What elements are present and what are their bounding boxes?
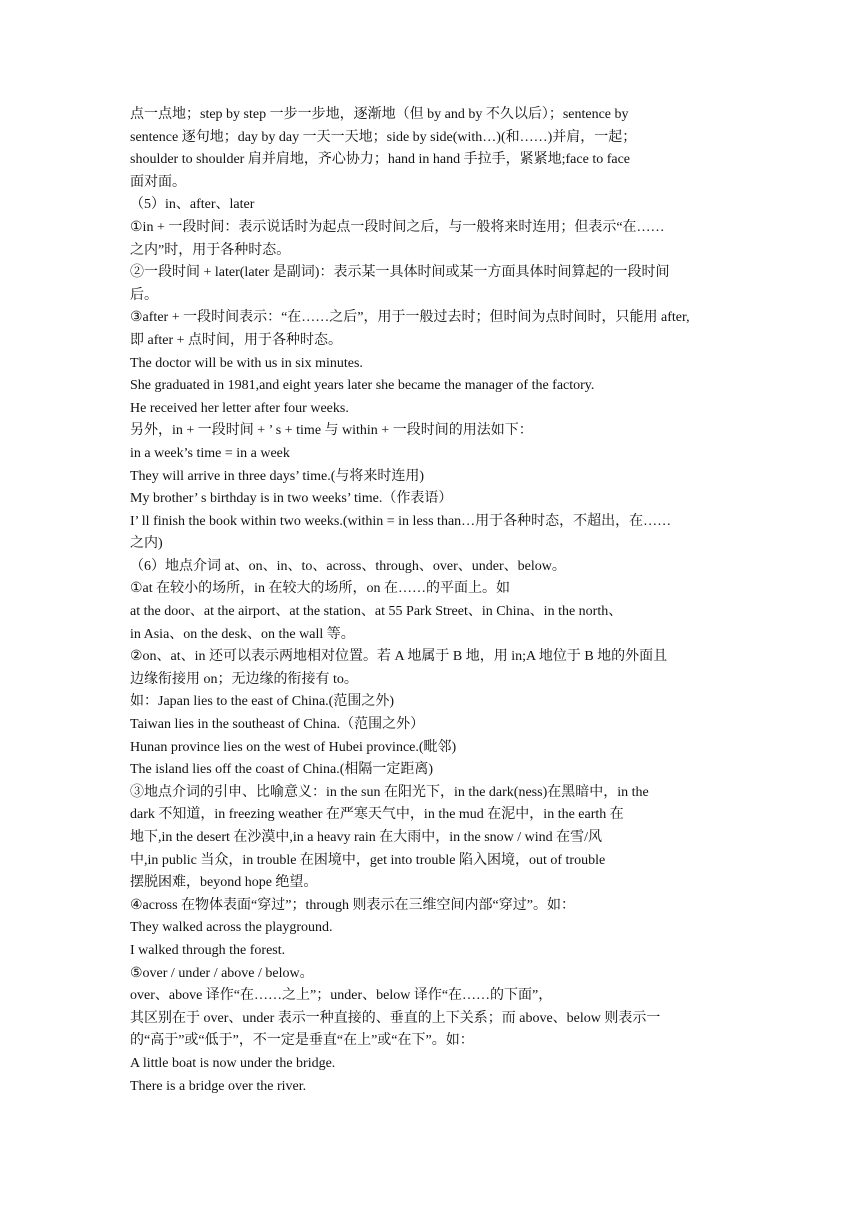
text-line: ①at 在较小的场所，in 在较大的场所，on 在……的平面上。如 <box>130 581 511 597</box>
example-sentence: The island lies off the coast of China.(相隔一定距离) <box>130 762 434 778</box>
text-line: ⑤over / under / above / below。 <box>130 965 314 981</box>
text-line: ④across 在物体表面“穿过”；through 则表示在三维空间内部“穿过”。如： <box>130 897 575 913</box>
example-sentence: She graduated in 1981,and eight years later she became the manager of the factory. <box>130 378 595 394</box>
text-line: ②on、at、in 还可以表示两地相对位置。若 A 地属于 B 地，用 in;A 地位于 B 地的外面且 <box>130 649 668 665</box>
text-line: shoulder to shoulder 肩并肩地，齐心协力；hand in hand 手拉手，紧紧地;face to face <box>130 152 631 168</box>
text-line: 其区别在于 over、under 表示一种直接的、垂直的上下关系；而 above、below 则表示一 <box>130 1010 661 1026</box>
text-line: sentence 逐句地；day by day 一天一天地；side by side(with…)(和……)并肩，一起； <box>130 129 637 145</box>
example-sentence: A little boat is now under the bridge. <box>130 1055 336 1071</box>
example-sentence: My brother’ s birthday is in two weeks’ time.（作表语） <box>130 491 453 507</box>
text-line: 点一点地；step by step 一步一步地，逐渐地（但 by and by 不久以后）；sentence by <box>130 107 629 122</box>
text-line: 的“高于”或“低于”，不一定是垂直“在上”或“在下”。如： <box>130 1033 474 1049</box>
text-line: dark 不知道，in freezing weather 在严寒天气中，in the mud 在泥中，in the earth 在 <box>130 807 624 823</box>
example-sentence: in a week’s time = in a week <box>130 445 290 461</box>
text-line: 中,in public 当众，in trouble 在困境中，get into trouble 陷入困境，out of trouble <box>130 852 606 868</box>
example-sentence: They walked across the playground. <box>130 920 333 936</box>
text-line: ①in + 一段时间：表示说话时为起点一段时间之后，与一般将来时连用；但表示“在…… <box>130 219 665 235</box>
text-line: 即 after + 点时间，用于各种时态。 <box>130 332 343 348</box>
text-line: ②一段时间 + later(later 是副词)：表示某一具体时间或某一方面具体时间算起的一段时间 <box>130 265 670 281</box>
example-sentence: The doctor will be with us in six minutes. <box>130 355 363 371</box>
text-line: 之内) <box>130 536 163 552</box>
text-line: at the door、at the airport、at the station、at 55 Park Street、in China、in the north、 <box>130 604 623 620</box>
example-sentence: I walked through the forest. <box>130 942 286 958</box>
text-line: 边缘衔接用 on；无边缘的衔接有 to。 <box>130 671 358 687</box>
example-sentence: Taiwan lies in the southeast of China.（范围之外） <box>130 717 425 733</box>
section-heading: （6）地点介词 at、on、in、to、across、through、over、under、below。 <box>130 558 566 574</box>
section-heading: （5）in、after、later <box>130 197 255 213</box>
example-sentence: He received her letter after four weeks. <box>130 400 349 416</box>
text-line: ③地点介词的引申、比喻意义：in the sun 在阳光下，in the dark(ness)在黑暗中，in the <box>130 784 649 800</box>
text-line: 后。 <box>130 287 158 303</box>
example-sentence: Hunan province lies on the west of Hubei province.(毗邻) <box>130 739 457 755</box>
text-line: 地下,in the desert 在沙漠中,in a heavy rain 在大雨中，in the snow / wind 在雪/风 <box>130 830 603 845</box>
text-line: 摆脱困难，beyond hope 绝望。 <box>130 875 318 891</box>
text-line: in Asia、on the desk、on the wall 等。 <box>130 626 355 642</box>
document-page <box>130 104 740 1098</box>
text-line: over、above 译作“在……之上”；under、below 译作“在……的下面”， <box>130 988 553 1004</box>
example-sentence: I’ ll finish the book within two weeks.(within = in less than…用于各种时态，不超出，在…… <box>130 513 672 529</box>
example-sentence: 如：Japan lies to the east of China.(范围之外) <box>130 694 395 710</box>
text-line: 另外，in + 一段时间 + ’ s + time 与 within + 一段时间的用法如下： <box>130 423 533 439</box>
text-line: 面对面。 <box>130 174 186 190</box>
text-line: 之内”时，用于各种时态。 <box>130 242 291 258</box>
text-line: ③after + 一段时间表示：“在……之后”，用于一般过去时；但时间为点时间时，只能用 after, <box>130 310 690 326</box>
example-sentence: They will arrive in three days’ time.(与将来时连用) <box>130 468 425 484</box>
example-sentence: There is a bridge over the river. <box>130 1078 307 1094</box>
